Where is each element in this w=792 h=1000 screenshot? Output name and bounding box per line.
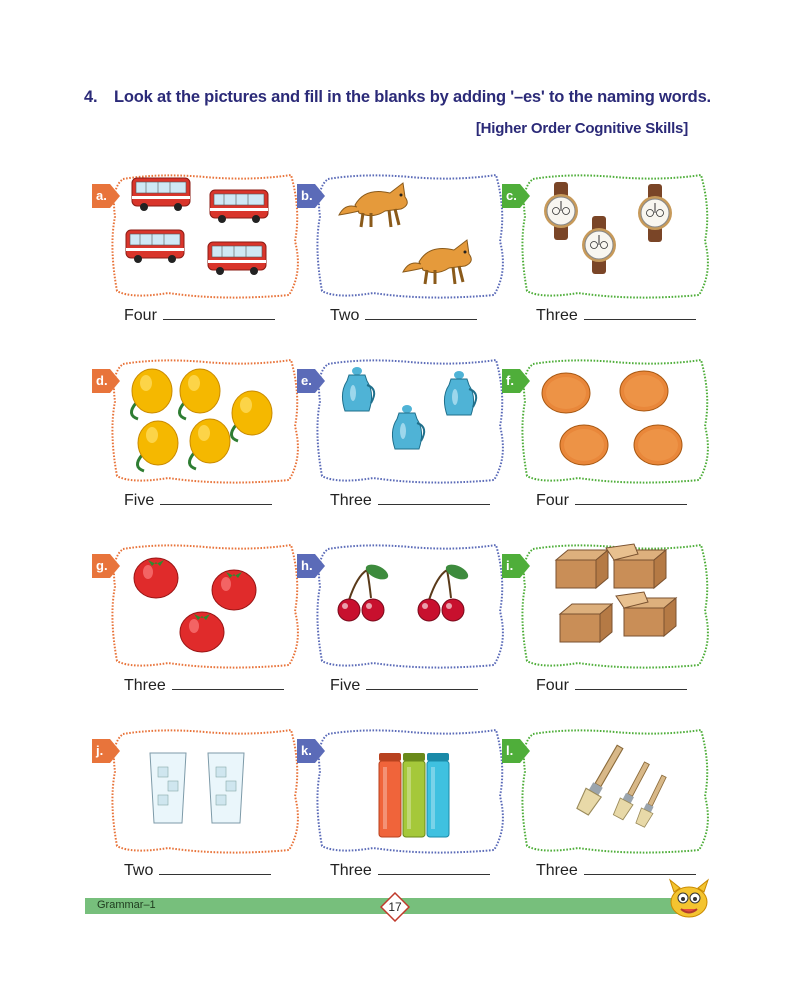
answer-blank[interactable] [160, 490, 272, 505]
count-word: Three [330, 862, 372, 879]
answer-line [536, 860, 696, 880]
tomatoes-picture [110, 540, 300, 670]
item-letter: h. [301, 558, 313, 573]
answer-line [124, 860, 271, 880]
boxes-picture [520, 540, 710, 670]
item-letter: k. [301, 743, 312, 758]
picture-card [506, 355, 710, 485]
count-word: Two [124, 862, 154, 879]
answer-line [124, 675, 284, 695]
watches-picture [520, 170, 710, 300]
item-letter: b. [301, 188, 313, 203]
picture-card [96, 170, 300, 300]
answer-line [330, 860, 490, 880]
item-letter: e. [301, 373, 312, 388]
bottles-picture [315, 725, 505, 855]
answer-blank[interactable] [163, 305, 275, 320]
picture-card [96, 725, 300, 855]
question-instruction: Look at the pictures and fill in the blanks by adding '–es' to the naming words. [114, 88, 711, 106]
page-number-badge [380, 892, 410, 922]
skills-label: [Higher Order Cognitive Skills] [475, 120, 688, 137]
page-number: 17 [388, 900, 402, 914]
picture-card [301, 170, 505, 300]
mascot-icon [666, 878, 712, 925]
count-word: Three [536, 862, 578, 879]
footer-label: Grammar–1 [97, 899, 156, 911]
answer-blank[interactable] [378, 490, 490, 505]
count-word: Three [536, 307, 578, 324]
picture-card [506, 170, 710, 300]
count-word: Two [330, 307, 360, 324]
buses-picture [110, 170, 300, 300]
count-word: Five [124, 492, 155, 509]
question-text [84, 88, 711, 107]
picture-card [96, 355, 300, 485]
brushes-picture [520, 725, 710, 855]
loaves-picture [520, 355, 710, 485]
answer-blank[interactable] [584, 305, 696, 320]
glasses-picture [110, 725, 300, 855]
answer-line [124, 305, 275, 325]
answer-blank[interactable] [159, 860, 271, 875]
item-letter: l. [506, 743, 514, 758]
cherries-picture [315, 540, 505, 670]
count-word: Three [124, 677, 166, 694]
count-word: Four [124, 307, 157, 324]
count-word: Four [536, 677, 569, 694]
foxes-picture [315, 170, 505, 300]
answer-blank[interactable] [575, 490, 687, 505]
answer-blank[interactable] [378, 860, 490, 875]
mangoes-picture [110, 355, 300, 485]
answer-line [536, 305, 696, 325]
picture-card [301, 355, 505, 485]
picture-card [301, 540, 505, 670]
item-letter: g. [96, 558, 108, 573]
answer-line [330, 305, 477, 325]
count-word: Five [330, 677, 361, 694]
answer-blank[interactable] [172, 675, 284, 690]
picture-card [301, 725, 505, 855]
picture-card [96, 540, 300, 670]
item-letter: i. [506, 558, 514, 573]
answer-line [536, 490, 687, 510]
jugs-picture [315, 355, 505, 485]
item-letter: f. [506, 373, 514, 388]
picture-card [506, 540, 710, 670]
count-word: Three [330, 492, 372, 509]
answer-line [330, 490, 490, 510]
answer-line [124, 490, 272, 510]
item-letter: c. [506, 188, 517, 203]
picture-card [506, 725, 710, 855]
answer-blank[interactable] [366, 675, 478, 690]
count-word: Four [536, 492, 569, 509]
answer-blank[interactable] [365, 305, 477, 320]
answer-line [536, 675, 687, 695]
item-letter: j. [96, 743, 104, 758]
answer-blank[interactable] [575, 675, 687, 690]
answer-blank[interactable] [584, 860, 696, 875]
item-letter: d. [96, 373, 108, 388]
question-number: 4. [84, 88, 98, 106]
item-letter: a. [96, 188, 107, 203]
answer-line [330, 675, 478, 695]
